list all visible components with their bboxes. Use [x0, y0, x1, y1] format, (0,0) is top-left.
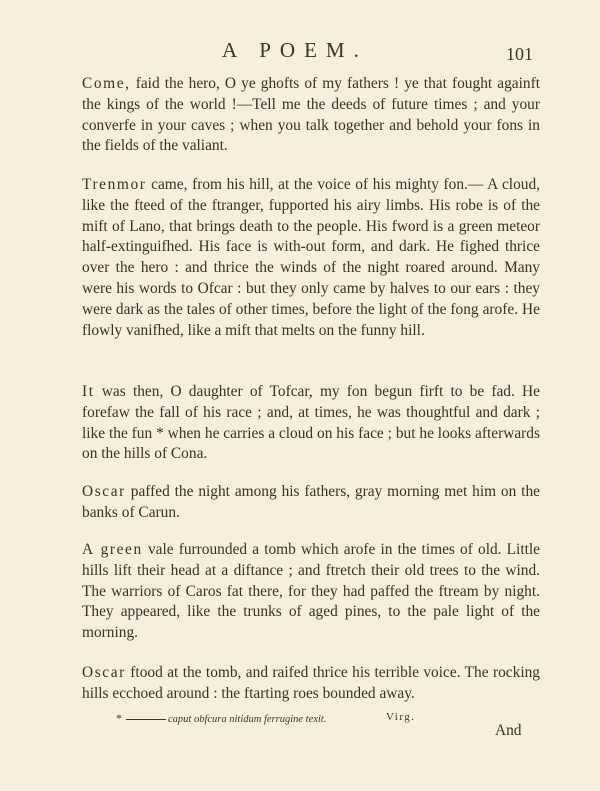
paragraph-text: paffed the night among his fathers, gray morning met him on the banks of Carun.: [82, 483, 540, 521]
footnote-source: Virg.: [386, 711, 416, 723]
paragraph-text: vale furrounded a tomb which arofe in the times of old. Little hills lift their head at a diftance ; and ftretch their old trees to the wind. The warriors of Caros fat there, for they had paffed the ftream by night. They appeared, like the trunks of aged pines, to the pale light of the morning.: [82, 541, 540, 642]
page-header: [0, 38, 600, 68]
paragraph-lead: Trenmor: [82, 176, 147, 193]
paragraph: [82, 663, 540, 705]
catchword: And: [495, 722, 522, 739]
paragraph-text: was then, O daughter of Tofcar, my fon begun firft to be fad. He forefaw the fall of his race ; and, at times, he was thoughtful and dark ; like the fun * when he carries a cloud on his face ; but he looks afterwards on the hills of Cona.: [82, 383, 540, 463]
paragraph-lead: Oscar: [82, 483, 126, 500]
paragraph: [82, 382, 540, 465]
paragraph-text: faid the hero, O ye ghofts of my fathers ! ye that fought againft the kings of the world !—Tell me the deeds of future times ; and your converfe in your caves ; when you talk together and behold your fons in the fields of the valiant.: [82, 75, 540, 155]
page-number: 101: [506, 44, 533, 64]
footnote-text: caput obfcura nitidum ferrugine texit.: [168, 714, 327, 725]
paragraph-lead: A green: [82, 541, 143, 558]
footnote-dash: [126, 719, 166, 720]
paragraph: [82, 175, 540, 341]
footnote-marker: *: [116, 711, 122, 725]
paragraph: [82, 74, 540, 157]
paragraph-lead: It: [82, 383, 95, 400]
paragraph-lead: Come,: [82, 75, 131, 92]
paragraph-text: ftood at the tomb, and raifed thrice his terrible voice. The rocking hills ecchoed around : the ftarting roes bounded away.: [82, 664, 540, 702]
paragraph: [82, 540, 540, 644]
running-title: A POEM.: [222, 38, 368, 62]
paragraph: [82, 482, 540, 524]
paragraph-text: came, from his hill, at the voice of his mighty fon.— A cloud, like the fteed of the ftranger, fupported his airy limbs. His robe is of the mift of Lano, that brings death to the people. His fword is a green meteor half-extinguifhed. His face is with-out form, and dark. He fighed thrice over the hero : and thrice the winds of the night roared around. Many were his words to Ofcar : but they only came by halves to our ears : they were dark as the tales of other times, before the light of the fong arofe. He flowly vanifhed, like a mift that melts on the funny hill.: [82, 176, 540, 339]
footnote: [116, 711, 546, 726]
paragraph-lead: Oscar: [82, 664, 126, 681]
